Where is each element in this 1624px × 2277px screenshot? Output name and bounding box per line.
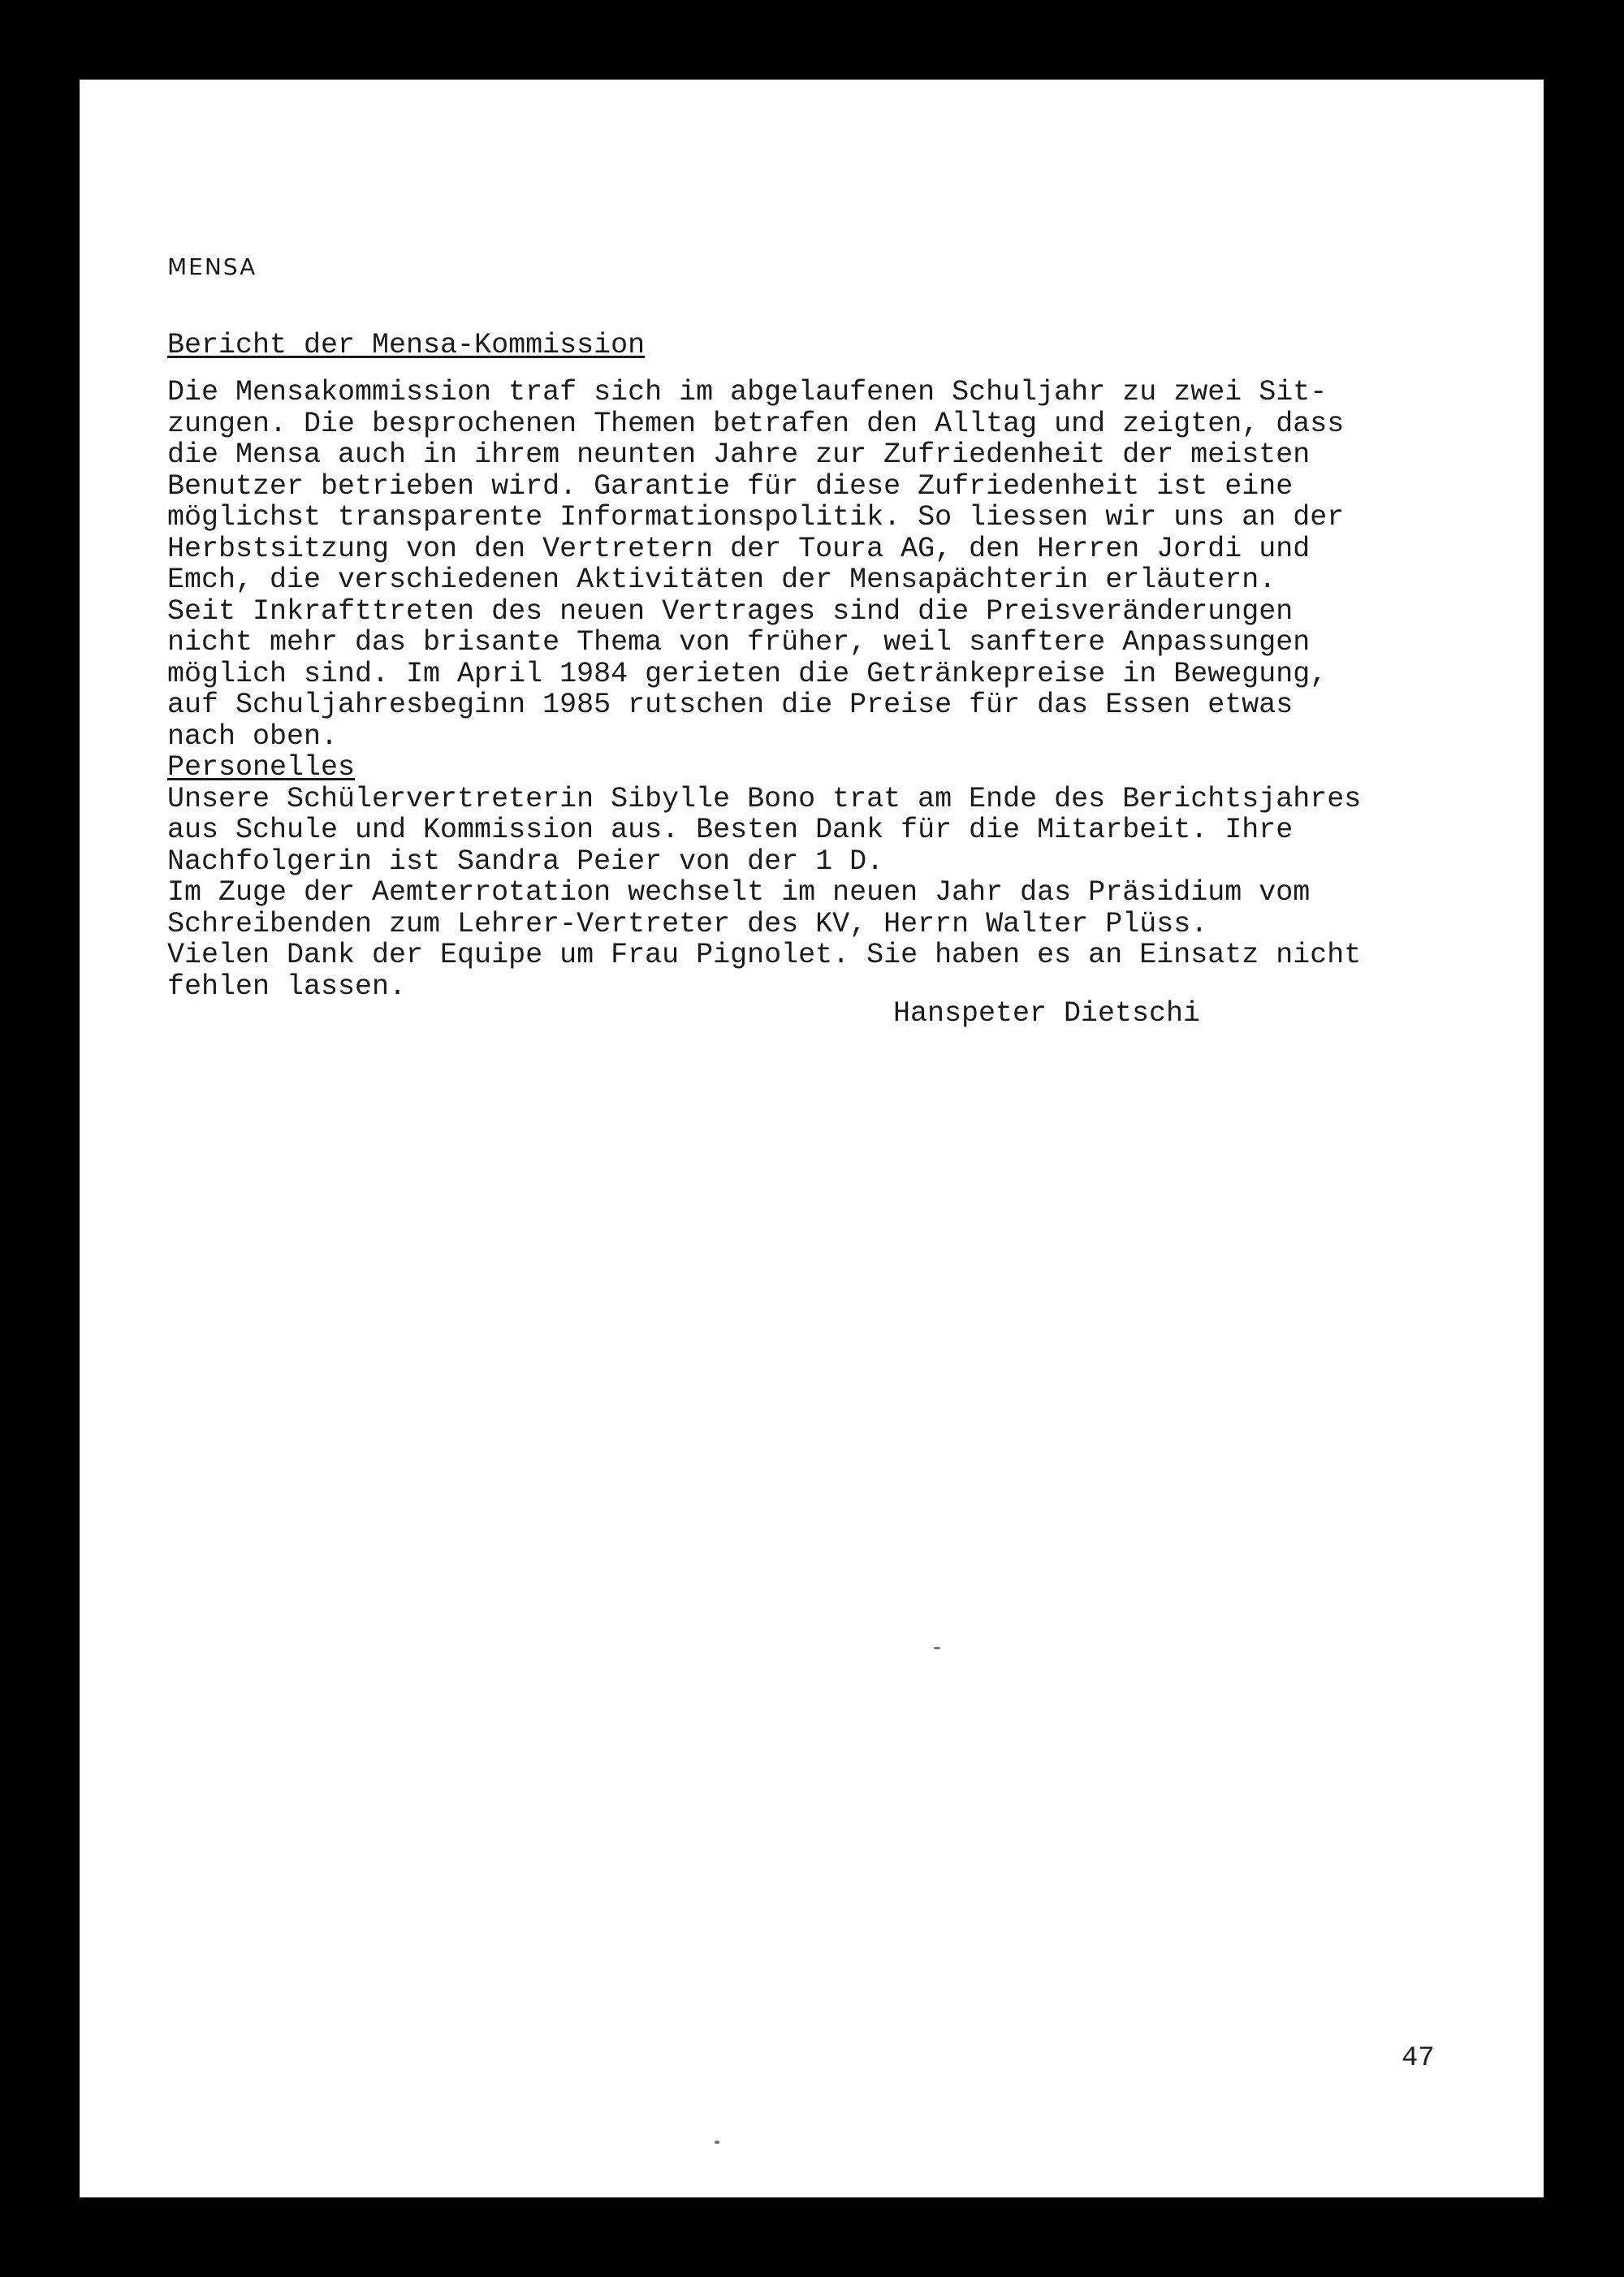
text-line: auf Schuljahresbeginn 1985 rutschen die Preise für das Essen etwas xyxy=(167,689,1294,721)
text-line: Emch, die verschiedenen Aktivitäten der Mensapächterin erläutern. xyxy=(167,564,1276,596)
text-line: Schreibenden zum Lehrer-Vertreter des KV, Herrn Walter Plüss. xyxy=(167,907,1208,940)
document-page xyxy=(80,80,1544,2197)
scan-speck xyxy=(715,2141,719,2144)
subheading-personnel: Personelles xyxy=(167,751,356,784)
text-line: Die Mensakommission traf sich im abgelaufenen Schuljahr zu zwei Sit- xyxy=(167,376,1328,408)
text-line: fehlen lassen. xyxy=(167,970,407,1003)
section-label: MENSA xyxy=(167,253,257,280)
page-number: 47 xyxy=(1402,2043,1435,2074)
text-line: aus Schule und Kommission aus. Besten Dank für die Mitarbeit. Ihre xyxy=(167,814,1294,846)
scan-speck xyxy=(934,1647,940,1649)
text-line: Benutzer betrieben wird. Garantie für diese Zufriedenheit ist eine xyxy=(167,469,1294,503)
report-title: Bericht der Mensa-Kommission xyxy=(167,329,646,361)
text-line: möglichst transparente Informationspolitik. So liessen wir uns an der xyxy=(167,501,1345,534)
text-line: Herbstsitzung von den Vertretern der Toura AG, den Herren Jordi und xyxy=(167,532,1311,565)
text-line: zungen. Die besprochenen Themen betrafen den Alltag und zeigten, dass xyxy=(167,407,1345,440)
signature: Hanspeter Dietschi xyxy=(893,997,1201,1030)
text-line: möglich sind. Im April 1984 gerieten die Getränkepreise in Bewegung, xyxy=(167,657,1328,690)
text-line: Vielen Dank der Equipe um Frau Pignolet. Sie haben es an Einsatz nicht xyxy=(167,939,1362,971)
text-line: die Mensa auch in ihrem neunten Jahre zur Zufriedenheit der meisten xyxy=(167,439,1311,471)
text-line: Unsere Schülervertreterin Sibylle Bono trat am Ende des Berichtsjahres xyxy=(167,782,1362,815)
text-line: Nachfolgerin ist Sandra Peier von der 1 D. xyxy=(167,845,884,878)
text-line: Im Zuge der Aemterrotation wechselt im neuen Jahr das Präsidium vom xyxy=(167,876,1311,909)
text-line: nicht mehr das brisante Thema von früher, weil sanftere Anpassungen xyxy=(167,626,1311,659)
text-line: Seit Inkrafttreten des neuen Vertrages sind die Preisveränderungen xyxy=(167,594,1294,628)
text-line: nach oben. xyxy=(167,719,339,753)
